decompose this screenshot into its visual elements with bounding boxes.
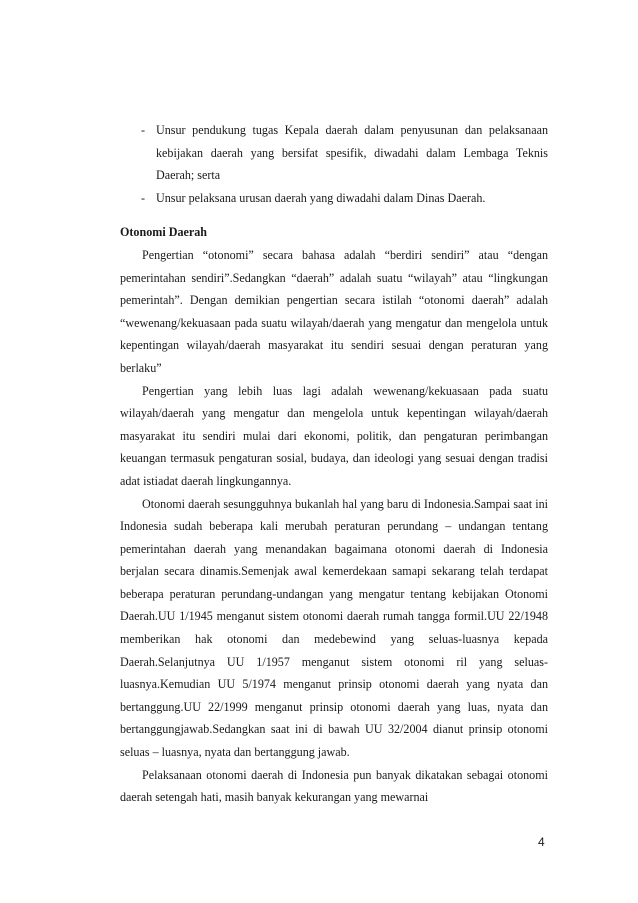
page-content bbox=[120, 119, 548, 809]
bullet-marker: - bbox=[141, 190, 146, 205]
bullet-item bbox=[120, 119, 548, 187]
paragraph: Pengertian “otonomi” secara bahasa adalah “berdiri sendiri” atau “dengan pemerintahan sendiri”.Sedangkan “daerah” adalah suatu “wilayah” atau “lingkungan pemerintah”. Dengan demikian pengertian secara istilah “otonomi daerah” adalah “wewenang/kekuasaan pada suatu wilayah/daerah yang mengatur dan mengelola untuk kepentingan wilayah/daerah masyarakat itu sendiri sesuai dengan peraturan yang berlaku” bbox=[120, 247, 548, 375]
bullet-item bbox=[120, 187, 548, 210]
bullet-text: Unsur pelaksana urusan daerah yang diwadahi dalam Dinas Daerah. bbox=[156, 190, 486, 205]
bullet-list bbox=[120, 119, 548, 209]
bullet-text: Unsur pendukung tugas Kepala daerah dalam penyusunan dan pelaksanaan kebijakan daerah yang bersifat spesifik, diwadahi dalam Lembaga Teknis Daerah; serta bbox=[156, 123, 548, 183]
page-number: 4 bbox=[538, 835, 545, 849]
bullet-marker: - bbox=[141, 123, 146, 137]
paragraph: Otonomi daerah sesungguhnya bukanlah hal yang baru di Indonesia.Sampai saat ini Indonesia sudah beberapa kali merubah peraturan perundang – undangan tentang pemerintahan daerah yang menandakan bagaimana otonomi daerah di Indonesia berjalan secara dinamis.Semenjak awal kemerdekaan samapi sekarang telah terdapat beberapa peraturan perundang-undangan yang mengatur tentang kebijakan Otonomi Daerah.UU 1/1945 menganut sistem otonomi daerah rumah tangga formil.UU 22/1948 memberikan hak otonomi dan medebewind yang seluas-luasnya kepada Daerah.Selanjutnya UU 1/1957 menganut sistem otonomi ril yang seluas-luasnya.Kemudian UU 5/1974 menganut prinsip otonomi daerah yang nyata dan bertanggung.UU 22/1999 menganut prinsip otonomi daerah yang luas, nyata dan bertanggungjawab.Sedangkan saat ini di bawah UU 32/2004 dianut prinsip otonomi seluas – luasnya, nyata dan bertanggung jawab. bbox=[120, 496, 548, 760]
paragraph: Pelaksanaan otonomi daerah di Indonesia pun banyak dikatakan sebagai otonomi daerah setengah hati, masih banyak kekurangan yang mewarnai bbox=[120, 767, 548, 805]
section-heading: Otonomi Daerah bbox=[120, 225, 208, 240]
paragraph: Pengertian yang lebih luas lagi adalah wewenang/kekuasaan pada suatu wilayah/daerah yang mengatur dan mengelola untuk kepentingan wilayah/daerah masyarakat itu sendiri mulai dari ekonomi, politik, dan pengaturan perimbangan keuangan termasuk pengaturan sosial, budaya, dan ideologi yang sesuai dengan tradisi adat istiadat daerah lingkungannya. bbox=[120, 383, 548, 488]
